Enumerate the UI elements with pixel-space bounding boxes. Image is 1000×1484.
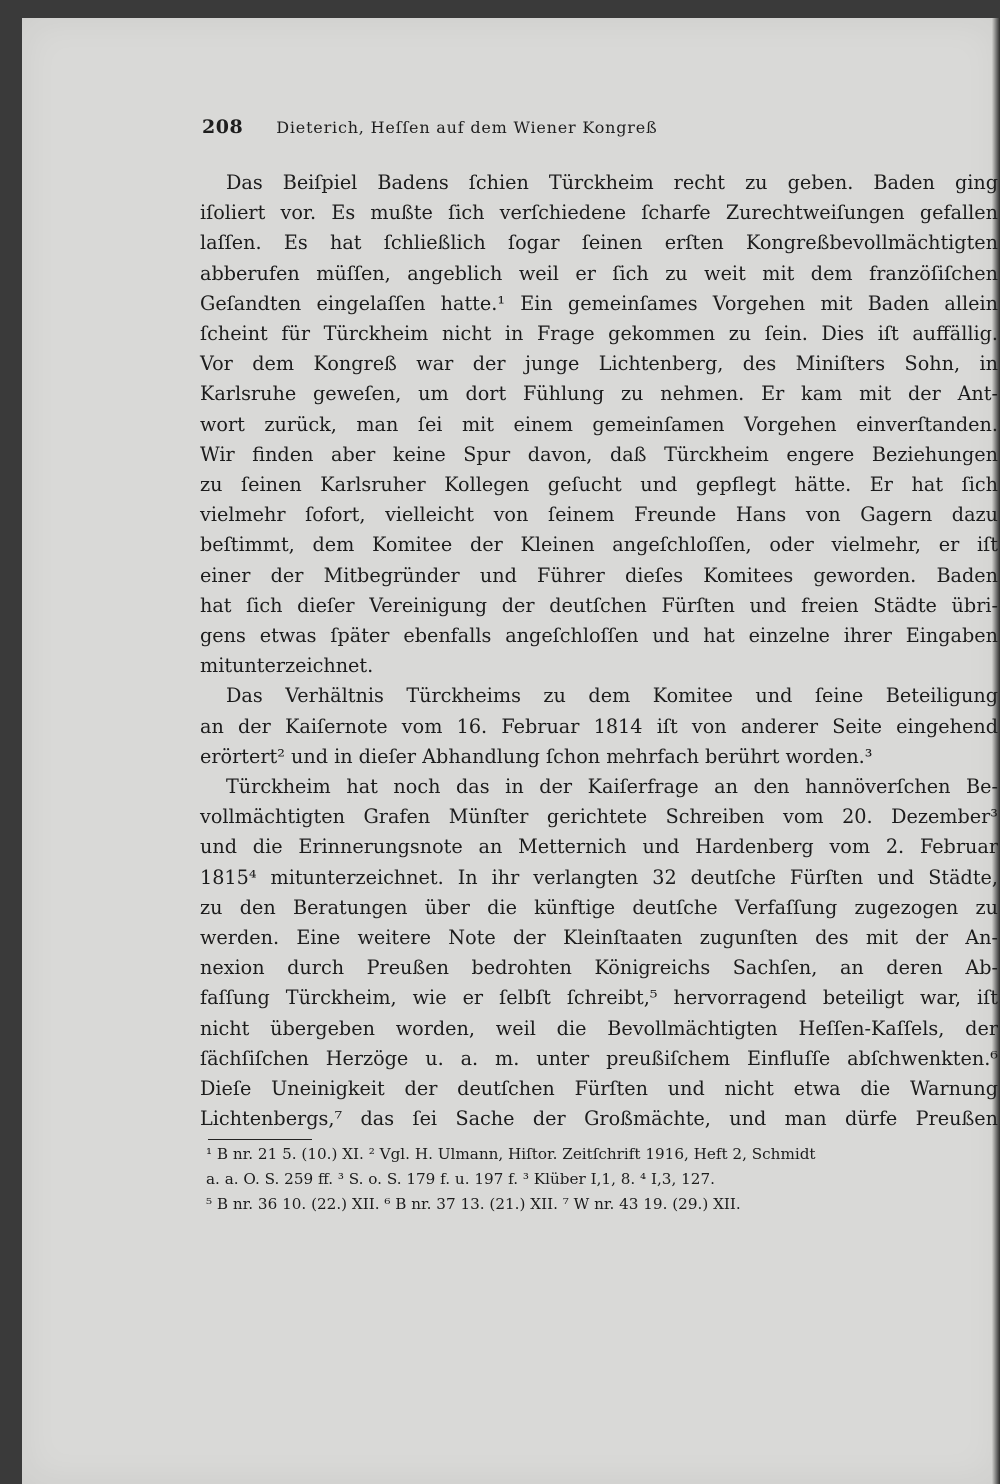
- text-line: und die Erinnerungsnote an Metternich und Hardenberg vom 2. Februar: [200, 835, 998, 859]
- running-title: Dieterich, Heſſen auf dem Wiener Kongreß: [276, 118, 658, 137]
- text-line: werden. Eine weitere Note der Kleinſtaaten zugunſten des mit der An-: [200, 926, 998, 950]
- text-line: Das Verhältnis Türckheims zu dem Komitee und ſeine Beteiligung: [226, 684, 998, 708]
- text-line: erörtert² und in dieſer Abhandlung ſchon mehrfach berührt worden.³: [200, 744, 873, 768]
- page-header: [202, 116, 982, 138]
- text-line: Vor dem Kongreß war der junge Lichtenberg, des Miniſters Sohn, in: [200, 352, 998, 376]
- text-line: mitunterzeichnet.: [200, 654, 374, 678]
- text-line: Wir finden aber keine Spur davon, daß Türckheim engere Beziehungen: [200, 442, 998, 466]
- text-line: nexion durch Preußen bedrohten Königreichs Sachſen, an deren Ab-: [200, 956, 998, 980]
- text-line: 1815⁴ mitunterzeichnet. In ihr verlangten 32 deutſche Fürſten und Städte,: [200, 865, 998, 889]
- body-text: [200, 168, 998, 1135]
- text-line: faſſung Türckheim, wie er ſelbſt ſchreibt,⁵ hervorragend beteiligt war, iſt: [200, 986, 998, 1010]
- footnote-line: ⁵ B nr. 36 10. (22.) XII. ⁶ B nr. 37 13. (21.) XII. ⁷ W nr. 43 19. (29.) XII.: [206, 1195, 741, 1213]
- text-line: Karlsruhe geweſen, um dort Fühlung zu nehmen. Er kam mit der Ant-: [200, 382, 998, 406]
- text-line: Dieſe Uneinigkeit der deutſchen Fürſten und nicht etwa die Warnung: [200, 1077, 998, 1101]
- footnote-rule: [208, 1139, 312, 1140]
- text-line: ſcheint für Türckheim nicht in Frage gekommen zu ſein. Dies iſt auffällig.: [200, 322, 998, 346]
- text-line: vollmächtigten Grafen Münſter gerichtete Schreiben vom 20. Dezember³: [200, 805, 998, 829]
- text-line: vielmehr ſofort, vielleicht von ſeinem Freunde Hans von Gagern dazu: [200, 503, 998, 527]
- text-line: nicht übergeben worden, weil die Bevollmächtigten Heſſen-Kaſſels, der: [200, 1016, 998, 1040]
- text-line: abberufen müſſen, angeblich weil er ſich zu weit mit dem franzöſiſchen: [200, 261, 998, 285]
- text-line: einer der Mitbegründer und Führer dieſes Komitees geworden. Baden: [200, 563, 998, 587]
- text-line: beſtimmt, dem Komitee der Kleinen angeſchloſſen, oder vielmehr, er iſt: [200, 533, 998, 557]
- text-line: zu den Beratungen über die künftige deutſche Verfaſſung zugezogen zu: [200, 895, 998, 919]
- text-line: Geſandten eingelaſſen hatte.¹ Ein gemeinſames Vorgehen mit Baden allein: [200, 291, 998, 315]
- text-line: iſoliert vor. Es mußte ſich verſchiedene ſcharfe Zurechtweiſungen gefallen: [200, 201, 998, 225]
- text-line: zu ſeinen Karlsruher Kollegen geſucht und gepflegt hätte. Er hat ſich: [200, 473, 998, 497]
- footnote-line: a. a. O. S. 259 ff. ³ S. o. S. 179 f. u. 197 f. ³ Klüber I,1, 8. ⁴ I,3, 127.: [206, 1170, 715, 1188]
- page-number: 208: [202, 116, 244, 138]
- text-line: Lichtenbergs,⁷ das ſei Sache der Großmächte, und man dürfe Preußen: [200, 1107, 998, 1131]
- text-line: laſſen. Es hat ſchließlich ſogar ſeinen erſten Kongreßbevollmächtigten: [200, 231, 998, 255]
- text-line: gens etwas ſpäter ebenfalls angeſchloſſen und hat einzelne ihrer Eingaben: [200, 624, 998, 648]
- text-line: an der Kaiſernote vom 16. Februar 1814 iſt von anderer Seite eingehend: [200, 714, 998, 738]
- footnote-line: ¹ B nr. 21 5. (10.) XI. ² Vgl. H. Ulmann, Hiſtor. Zeitſchrift 1916, Heft 2, Schmidt: [206, 1145, 816, 1163]
- text-line: ſächſiſchen Herzöge u. a. m. unter preußiſchem Einfluſſe abſchwenkten.⁶: [200, 1046, 998, 1070]
- footnotes: [206, 1142, 996, 1217]
- scanned-page: [22, 18, 1000, 1484]
- text-line: Türckheim hat noch das in der Kaiſerfrage an den hannöverſchen Be-: [226, 775, 998, 799]
- text-line: Das Beiſpiel Badens ſchien Türckheim recht zu geben. Baden ging: [226, 171, 998, 194]
- text-line: wort zurück, man ſei mit einem gemeinſamen Vorgehen einverſtanden.: [200, 412, 998, 436]
- text-line: hat ſich dieſer Vereinigung der deutſchen Fürſten und freien Städte übri-: [200, 593, 998, 617]
